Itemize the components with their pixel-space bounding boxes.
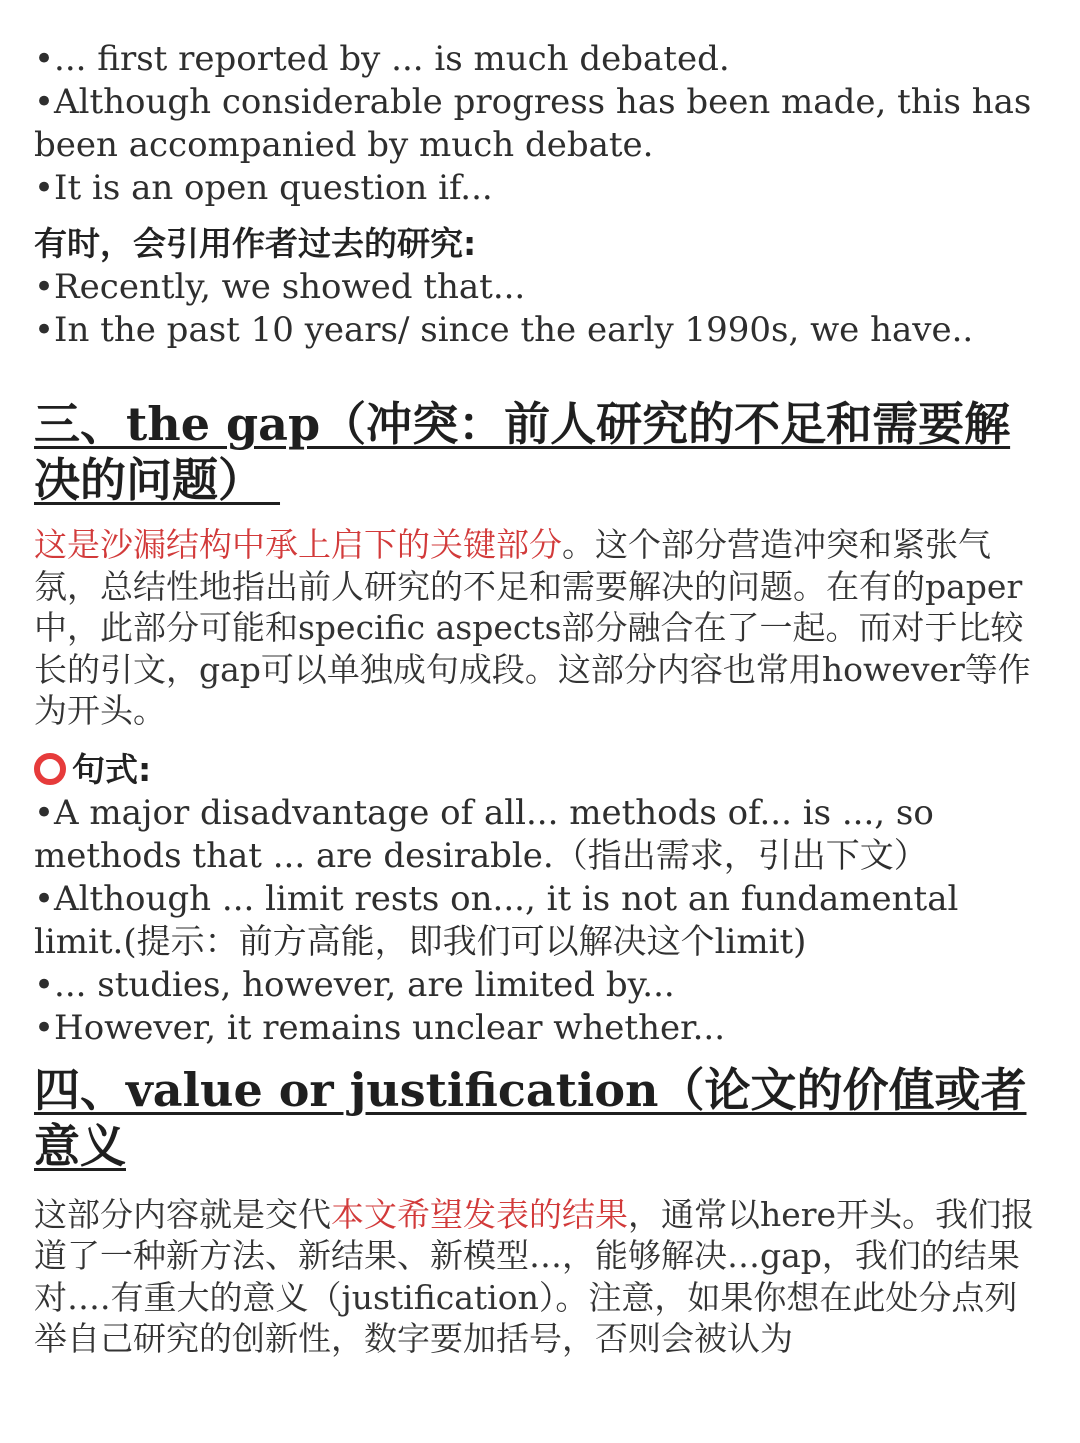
- pattern-line: limit.(提示：前方高能，即我们可以解决这个limit): [34, 921, 807, 962]
- pattern-line: •However, it remains unclear whether...: [34, 1007, 726, 1048]
- self-cite-heading: 有时，会引用作者过去的研究:: [34, 224, 477, 263]
- pattern-line: •... studies, however, are limited by...: [34, 964, 675, 1005]
- section4-title-line2: 意义: [34, 1118, 126, 1173]
- section4-paragraph-highlight: 本文希望发表的结果: [331, 1194, 628, 1234]
- bullet-past-years: •In the past 10 years/ since the early 1990s, we have..: [34, 310, 974, 350]
- section3-paragraph-text: 。这个部分营造冲突和紧张气氛，总结性地指出前人研究的不足和需要解决的问题。在有的paper中，此部分可能和specific aspects部分融合在了一起。而对于比较长的引文，gap可以单独成句成段。这部分内容也常用however等作为开头。: [34, 525, 1031, 730]
- section3-title-line2: 决的问题）: [34, 453, 264, 507]
- section3-title: [34, 396, 1048, 508]
- section4-paragraph-start: 这部分内容就是交代: [34, 1194, 331, 1234]
- pattern-line: •A major disadvantage of all... methods of... is ..., so: [34, 792, 934, 833]
- pattern-line: •Although ... limit rests on..., it is not an fundamental: [34, 878, 959, 919]
- bullet-recently: •Recently, we showed that...: [34, 267, 526, 307]
- section3-title-line1: 三、the gap（冲突：前人研究的不足和需要解: [34, 397, 1011, 451]
- bullet-progress-cont: been accompanied by much debate.: [34, 125, 654, 165]
- bullet-debated: •... first reported by ... is much debated.: [34, 39, 730, 79]
- patterns-label: 句式:: [72, 749, 152, 789]
- section4-title-line1: 四、value or justification（论文的价值或者: [34, 1062, 1027, 1117]
- section3-paragraph-highlight: 这是沙漏结构中承上启下的关键部分: [34, 525, 562, 564]
- red-circle-icon: [34, 753, 66, 785]
- pattern-line: methods that ... are desirable.（指出需求，引出下文）: [34, 835, 928, 876]
- section3-paragraph: [34, 524, 1048, 732]
- bullet-open-question: •It is an open question if...: [34, 168, 493, 208]
- bullet-progress: •Although considerable progress has been made, this has: [34, 82, 1032, 122]
- patterns-heading: [34, 748, 1048, 792]
- section4-title: [34, 1062, 1048, 1174]
- section4-paragraph: [34, 1194, 1048, 1360]
- section4-paragraph-text: ，通常以here开头。我们报道了一种新方法、新结果、新模型…，能够解决…gap，我们的结果对….有重大的意义（justification）。注意，如果你想在此处分点列举自己研究的创新性，数字要加括号，否则会被认为: [34, 1194, 1035, 1358]
